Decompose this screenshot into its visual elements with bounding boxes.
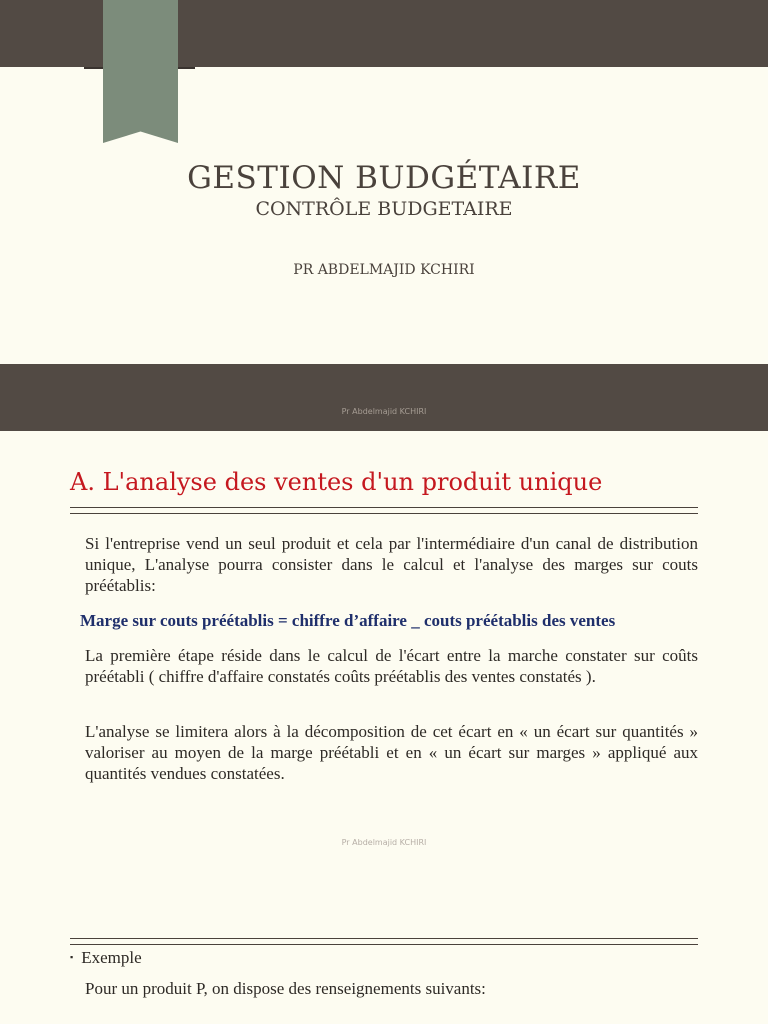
example-text: Pour un produit P, on dispose des renseignements suivants:: [85, 979, 486, 998]
slide-title: GESTION BUDGÉTAIRE: [187, 160, 581, 196]
bullet-item-example: [70, 948, 142, 968]
bookmark-ribbon-icon: [103, 0, 178, 143]
paragraph-first-step: La première étape réside dans le calcul de l'écart entre la marche constater sur coûts préétabli ( chiffre d'affaire constatés coûts préétablis des ventes constatés ).: [85, 646, 698, 686]
paragraph-decomposition: L'analyse se limitera alors à la décomposition de cet écart en « un écart sur quantités » valoriser au moyen de la marge préétabli et en « un écart sur marges » appliqué aux quantités vendues constatées.: [85, 722, 698, 783]
section-heading: A. L'analyse des ventes d'un produit unique: [70, 468, 603, 496]
heading-divider: [70, 507, 698, 514]
formula-text: Marge sur couts préétablis = chiffre d’affaire _ couts préétablis des ventes: [80, 611, 616, 630]
slide3-divider: [70, 938, 698, 945]
slide-subtitle: CONTRÔLE BUDGETAIRE: [255, 198, 513, 220]
bullet-square-icon: ▪: [70, 952, 74, 963]
author-name: PR ABDELMAJID KCHIRI: [293, 262, 475, 278]
paragraph-intro: Si l'entreprise vend un seul produit et cela par l'intermédiaire d'un canal de distribution unique, L'analyse pourra consister dans le calcul et l'analyse des marges sur couts préétablis:: [85, 534, 698, 595]
slide2-footer: Pr Abdelmajid KCHIRI: [341, 838, 427, 847]
slide-separator-band: [0, 364, 768, 431]
bullet-label: Exemple: [81, 948, 142, 967]
slide1-footer: Pr Abdelmajid KCHIRI: [341, 407, 427, 416]
